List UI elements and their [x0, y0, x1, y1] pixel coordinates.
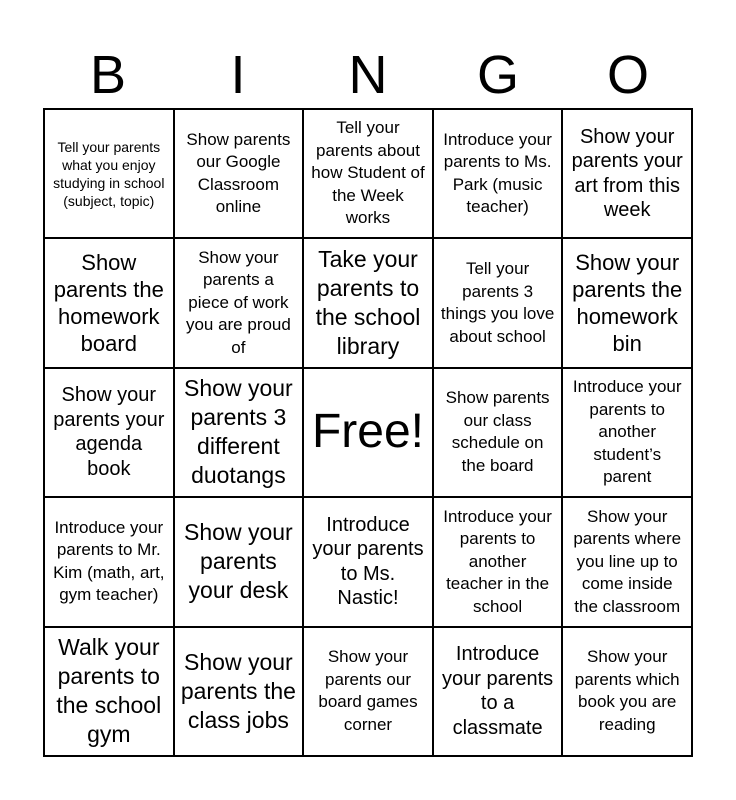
bingo-cell-r2c2: [174, 238, 304, 367]
bingo-cell-r5c3: [303, 627, 433, 756]
bingo-cell-text: Introduce your parents to another teacher in the school: [443, 506, 552, 616]
bingo-cell-r2c1: [44, 238, 174, 367]
bingo-cell-text: Show your parents 3 different duotangs: [184, 375, 293, 489]
bingo-cell-text: Introduce your parents to Mr. Kim (math, art, gym teacher): [53, 517, 165, 605]
header-letter-n: N: [348, 45, 388, 105]
bingo-cell-r1c2: [174, 109, 304, 238]
bingo-cell-r4c2: [174, 497, 304, 626]
bingo-cell-r5c2: [174, 627, 304, 756]
bingo-cell-r4c3: [303, 497, 433, 626]
header-letter-o: O: [606, 45, 649, 105]
bingo-cell-text: Show your parents the class jobs: [180, 648, 296, 733]
bingo-cell-text: Take your parents to the school library: [315, 246, 421, 360]
bingo-cell-text: Show your parents your art from this week: [571, 125, 683, 222]
bingo-cell-text: Show your parents which book you are reading: [574, 647, 680, 734]
bingo-cell-r3c4: [433, 368, 563, 497]
bingo-cell-r1c3: [303, 109, 433, 238]
bingo-free-space: [303, 368, 433, 497]
bingo-cell-r5c5: [562, 627, 692, 756]
bingo-cell-text: Tell your parents about how Student of the Week works: [311, 118, 425, 228]
bingo-cell-r5c4: [433, 627, 563, 756]
bingo-cell-r1c5: [562, 109, 692, 238]
bingo-cell-text: Show your parents the homework bin: [572, 250, 683, 357]
header-letter-g: G: [476, 45, 519, 105]
bingo-cell-r2c4: [433, 238, 563, 367]
bingo-cell-r3c1: [44, 368, 174, 497]
bingo-cell-text: Show parents the homework board: [53, 250, 164, 357]
bingo-cell-r1c1: [44, 109, 174, 238]
bingo-cell-r4c1: [44, 497, 174, 626]
bingo-cell-r5c1: [44, 627, 174, 756]
bingo-cell-text: Introduce your parents to Ms. Park (music teacher): [443, 129, 552, 217]
bingo-cell-text: Show your parents a piece of work you are proud of: [185, 247, 291, 357]
bingo-cell-r2c3: [303, 238, 433, 367]
bingo-cell-r3c5: [562, 368, 692, 497]
bingo-cell-text: Introduce your parents to a classmate: [442, 643, 554, 739]
bingo-cell-text: Show your parents your desk: [184, 519, 293, 604]
bingo-grid: [43, 108, 693, 757]
bingo-cell-text: Introduce your parents to another student’s parent: [572, 377, 682, 487]
free-space-label: Free!: [311, 405, 424, 459]
bingo-cell-text: Tell your parents 3 things you love about school: [440, 259, 555, 346]
bingo-cell-r4c5: [562, 497, 692, 626]
bingo-cell-r1c4: [433, 109, 563, 238]
bingo-cell-text: Show parents our Google Classroom online: [186, 129, 291, 217]
bingo-cell-r4c4: [433, 497, 563, 626]
bingo-cell-text: Show your parents where you line up to come inside the classroom: [573, 506, 682, 616]
bingo-cell-text: Show your parents our board games corner: [318, 647, 418, 734]
header-letter-i: I: [230, 45, 246, 105]
bingo-header: [43, 42, 693, 108]
bingo-cell-text: Introduce your parents to Ms. Nastic!: [312, 513, 424, 610]
header-letter-b: B: [89, 45, 127, 105]
bingo-cell-text: Tell your parents what you enjoy studying in school (subject, topic): [53, 138, 165, 209]
bingo-cell-r3c2: [174, 368, 304, 497]
bingo-cell-text: Walk your parents to the school gym: [56, 634, 162, 748]
bingo-cell-text: Show parents our class schedule on the board: [445, 388, 550, 475]
bingo-cell-r2c5: [562, 238, 692, 367]
bingo-cell-text: Show your parents your agenda book: [53, 384, 165, 480]
